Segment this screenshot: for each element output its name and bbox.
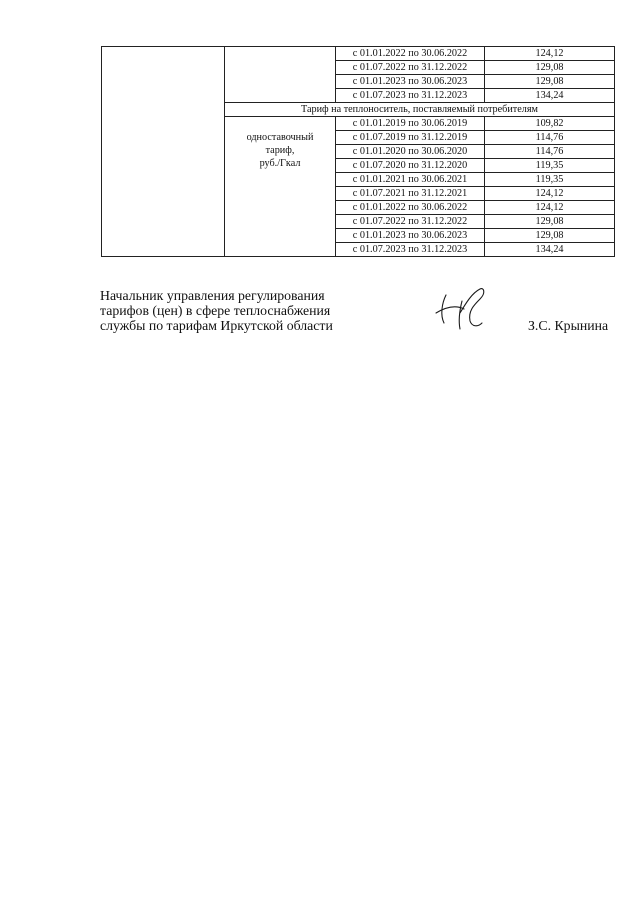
period-cell: с 01.01.2019 по 30.06.2019 <box>336 117 485 131</box>
period-cell: с 01.01.2022 по 30.06.2022 <box>336 201 485 215</box>
value-cell: 119,35 <box>485 159 615 173</box>
period-cell: с 01.01.2023 по 30.06.2023 <box>336 75 485 89</box>
tariff-unit-cell <box>225 117 336 257</box>
value-cell: 114,76 <box>485 145 615 159</box>
value-cell: 109,82 <box>485 117 615 131</box>
value-cell: 129,08 <box>485 75 615 89</box>
value-cell: 124,12 <box>485 187 615 201</box>
value-cell: 129,08 <box>485 229 615 243</box>
value-cell: 124,12 <box>485 201 615 215</box>
period-cell: с 01.07.2021 по 31.12.2021 <box>336 187 485 201</box>
period-cell: с 01.01.2023 по 30.06.2023 <box>336 229 485 243</box>
signature-image <box>432 283 492 333</box>
value-cell: 129,08 <box>485 215 615 229</box>
section-title: Тариф на теплоноситель, поставляемый потребителям <box>225 103 615 117</box>
tariff-unit-line: тариф, <box>265 145 295 156</box>
period-cell: с 01.07.2023 по 31.12.2023 <box>336 89 485 103</box>
value-cell: 114,76 <box>485 131 615 145</box>
blank-cell <box>225 47 336 103</box>
blank-cell <box>102 47 225 257</box>
table-row <box>102 47 615 61</box>
position-line: службы по тарифам Иркутской области <box>100 318 333 333</box>
period-cell: с 01.01.2021 по 30.06.2021 <box>336 173 485 187</box>
tariff-unit-line: руб./Гкал <box>259 158 301 169</box>
tariff-unit-line: одноставочный <box>246 132 314 143</box>
value-cell: 124,12 <box>485 47 615 61</box>
value-cell: 134,24 <box>485 243 615 257</box>
signer-name: З.С. Крынина <box>528 318 609 333</box>
period-cell: с 01.07.2022 по 31.12.2022 <box>336 215 485 229</box>
value-cell: 134,24 <box>485 89 615 103</box>
value-cell: 129,08 <box>485 61 615 75</box>
signatory-position <box>100 288 400 333</box>
tariff-table <box>101 46 615 257</box>
period-cell: с 01.07.2019 по 31.12.2019 <box>336 131 485 145</box>
period-cell: с 01.01.2022 по 30.06.2022 <box>336 47 485 61</box>
position-line: тарифов (цен) в сфере теплоснабжения <box>100 303 331 318</box>
period-cell: с 01.07.2023 по 31.12.2023 <box>336 243 485 257</box>
position-line: Начальник управления регулирования <box>100 288 325 303</box>
period-cell: с 01.01.2020 по 30.06.2020 <box>336 145 485 159</box>
period-cell: с 01.07.2022 по 31.12.2022 <box>336 61 485 75</box>
period-cell: с 01.07.2020 по 31.12.2020 <box>336 159 485 173</box>
value-cell: 119,35 <box>485 173 615 187</box>
